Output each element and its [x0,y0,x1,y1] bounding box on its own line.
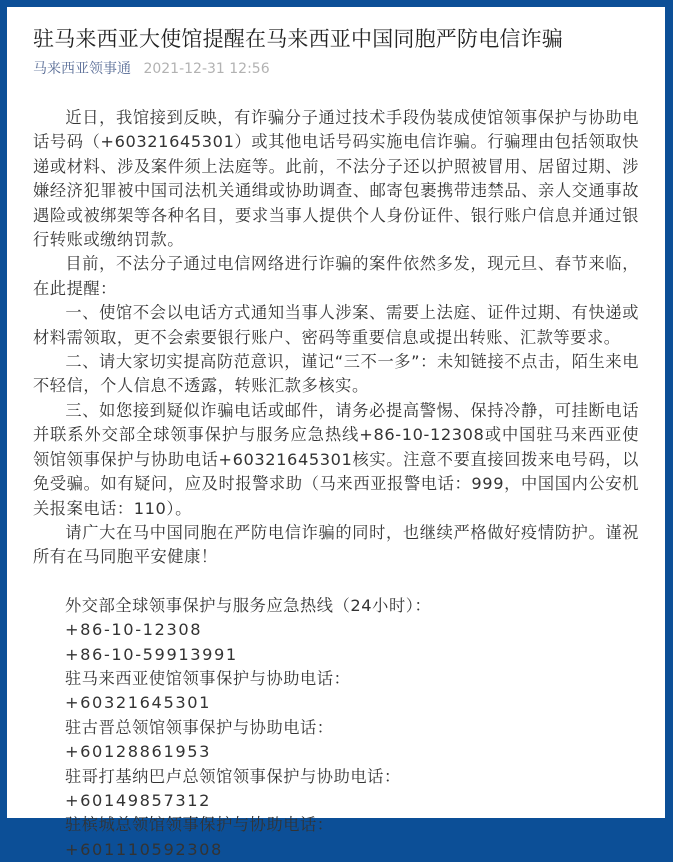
paragraph-intro: 近日，我馆接到反映，有诈骗分子通过技术手段伪装成使馆领事保护与协助电话号码（+60321645301）或其他电话号码实施电信诈骗。行骗理由包括领取快递或材料、涉及案件须上法庭等。此前，不法分子还以护照被冒用、居留过期、涉嫌经济犯罪被中国司法机关通缉或协助调查、邮寄包裹携带违禁品、亲人交通事故遇险或被绑架等各种名目，要求当事人提供个人身份证件、银行账户信息并通过银行转账或缴纳罚款。 [33,108,639,250]
paragraph-point-3: 三、如您接到疑似诈骗电话或邮件，请务必提高警惕、保持冷静，可挂断电话并联系外交部全球领事保护与服务应急热线+86-10-12308或中国驻马来西亚使领馆领事保护与协助电话+60321645301核实。注意不要直接回拨来电号码，以免受骗。如有疑问，应及时报警求助（马来西亚报警电话：999，中国国内公安机关报案电话：110）。 [33,400,639,518]
contact-phone-number[interactable]: +60149857312 [65,790,212,810]
paragraph-point-2: 二、请大家切实提高防范意识，谨记“三不一多”：未知链接不点击，陌生来电不轻信，个人信息不透露，转账汇款多核实。 [33,352,639,396]
contact-label-penang: 驻槟城总领馆领事保护与协助电话： [65,815,334,835]
contact-phone-number[interactable]: +86-10-12308 [65,620,203,640]
paragraph-point-1: 一、使馆不会以电话方式通知当事人涉案、需要上法庭、证件过期、有快递或材料需领取，更不会索要银行账户、密码等重要信息或提出转账、汇款等要求。 [33,303,639,347]
paragraph-reminder: 目前，不法分子通过电信网络进行诈骗的案件依然多发，现元旦、春节来临，在此提醒： [33,254,639,298]
contact-phone-number[interactable]: +60128861953 [65,742,212,762]
account-name-link[interactable]: 马来西亚领事通 [33,61,131,77]
contact-phone-number[interactable]: +60321645301 [65,693,212,713]
article-title: 驻马来西亚大使馆提醒在马来西亚中国同胞严防电信诈骗 [33,27,563,51]
contact-label-mfa-hotline: 外交部全球领事保护与服务应急热线（24小时）： [65,595,432,615]
publish-timestamp: 2021-12-31 12:56 [143,61,270,77]
article-frame [7,7,665,859]
contact-label-kuching: 驻古晋总领馆领事保护与协助电话： [65,717,334,737]
contact-phone-number[interactable]: +601110592308 [65,839,223,859]
contact-list [33,594,639,862]
contact-phone-number[interactable]: +86-10-59913991 [65,644,238,664]
contact-label-embassy: 驻马来西亚使馆领事保护与协助电话： [65,668,351,688]
article-body [33,106,639,570]
contact-label-kota-kinabalu: 驻哥打基纳巴卢总领馆领事保护与协助电话： [65,766,401,786]
article-meta [33,59,639,79]
paragraph-closing: 请广大在马中国同胞在严防电信诈骗的同时，也继续严格做好疫情防护。谨祝所有在马同胞平安健康！ [33,522,639,567]
